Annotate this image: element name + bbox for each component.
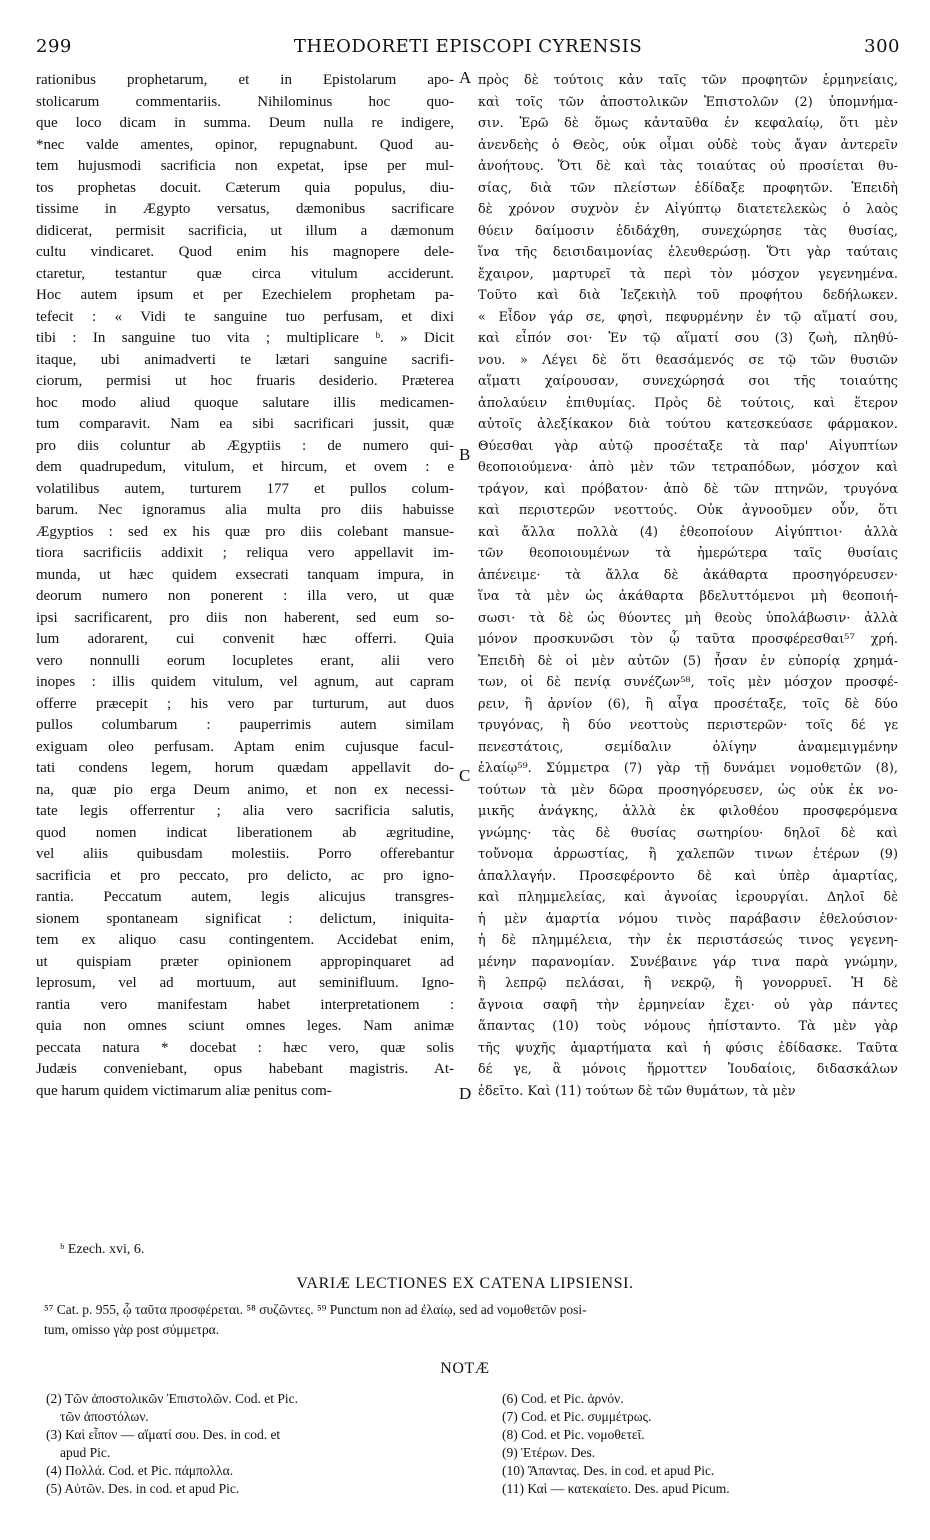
greek-text-line: γνώμης· τὰς δὲ θυσίας σωτηρίου· δηλοῖ δὲ καὶ [478,825,898,841]
greek-text-line: Ἐπειδὴ δὲ οἱ μὲν αὐτῶν (5) ἦσαν ἐν εὐπορίᾳ χρημά- [478,653,898,669]
greek-text-line: ἐδεῖτο. Καὶ (11) τούτων δὲ τῶν θυμάτων, τὰ μὲν [478,1083,796,1099]
footnote-reference: ᵇ Ezech. xvi, 6. [60,1242,145,1257]
running-head [36,36,900,60]
latin-text-line: tissime in Ægypto versatus, dæmonibus sacrificare [36,201,454,217]
greek-text-line: ἀπένειμε· τὰ ἄλλα δὲ ἀκάθαρτα προσηγόρευσεν· [478,567,898,583]
latin-text-line: hoc modo aliud quoque salutare illis medicamen- [36,394,454,411]
note-line: (9) Ἑτέρων. Des. [502,1445,596,1460]
varia-line: ⁵⁷ Cat. p. 955, ᾧ ταῦτα προσφέρεται. ⁵⁸ συζῶντες. ⁵⁹ Punctum non ad ἐλαίῳ, sed ad νομοθετῶν posi- [44,1302,587,1317]
running-title: THEODORETI EPISCOPI CYRENSIS [293,36,643,57]
latin-text-line: munda, ut hæc quidem exsecrati tanquam impura, in [36,566,454,583]
latin-text-line: tiora sacrificiis addixit ; reliqua vero appellavit im- [36,545,454,561]
notae-heading: NOTÆ [440,1360,490,1377]
latin-text-line: sionem spontaneam significat : delictum, iniquita- [36,910,454,927]
latin-text-line: ciorum, permisi ut hoc fruaris desiderio. Præterea [36,373,454,389]
note-line: τῶν ἀποστόλων. [60,1409,149,1424]
latin-text-line: stolicarum commentariis. Nihilominus hoc quo- [36,93,454,110]
greek-text-line: πρὸς δὲ τούτοις κἀν ταῖς τῶν προφητῶν ἑρμηνείαις, [478,73,898,88]
note-line: (4) Πολλά. Cod. et Pic. πάμπολλα. [46,1463,234,1478]
latin-text-line: exiguam oleo perfusam. Aptam enim cujusque facul- [36,738,454,755]
greek-text-line: καὶ ἄλλα πολλὰ (4) ἐθεοποίουν Αἰγύπτιοι· ἀλλὰ [478,524,898,540]
latin-text-line: leprosum, vel ad mortuum, aut seminifluum. Igno- [36,975,454,991]
latin-text-line: offerre præcepit ; his vero par turturum, aut duos [36,695,454,712]
section-marker-d: D [459,1084,472,1103]
greek-text-line: ἔχαιρον, μαρτυρεῖ τὰ περὶ τὸν μόσχον γεγενημένα. [478,266,898,282]
latin-text-line: que loco dicam in summa. Deum nulla re indigere, [36,115,454,131]
greek-column [478,70,898,1102]
note-line: (10) Ἅπαντας. Des. in cod. et apud Pic. [502,1463,715,1478]
latin-text-line: cultu vindicaret. Quod enim his magnopere dele- [36,244,454,260]
latin-text-line: tefecit : « Vidi te sanguine tuo perfusam, et dixi [36,308,454,325]
greek-text-line: τρυγόνας, ἢ δύο νεοττοὺς περιστερῶν· τοῖς δέ γε [478,718,898,733]
greek-text-line: ἡ δὲ πλημμέλεια, τὴν ἐκ περιστάσεώς τινος γεγενη- [478,933,898,948]
latin-text-line: tem ex aliquo casu contingentem. Accidebat enim, [36,932,454,948]
latin-text-line: Judæis conveniebant, opus habebant magistris. At- [36,1061,454,1077]
greek-text-line: καὶ εἶπόν σοι· Ἐν τῷ αἵματί σου (3) ζωὴ, πληθύ- [478,331,898,346]
note-line: (8) Cod. et Pic. νομοθετεῖ. [502,1427,645,1442]
latin-text-line: inopes : illis quidem vitulum, vel agnum, aut capram [36,674,454,690]
greek-text-line: δέ γε, ἃ μόνοις ἥρμοττεν Ἰουδαίοις, διδασκάλων [478,1062,898,1077]
page-number-right: 300 [864,36,900,57]
varia-line: tum, omisso γὰρ post σύμμετρα. [44,1322,220,1337]
greek-text-line: θεοποιούμενα· ἀπὸ μὲν τῶν τετραπόδων, μόσχον καὶ [478,460,898,475]
greek-text-line: Τοῦτο καὶ διὰ Ἰεζεκιὴλ τοῦ προφήτου δεδήλωκεν. [478,288,898,303]
greek-text-line: τῆς ψυχῆς ἁμαρτήματα καὶ ἡ φύσις ἐδίδασκε. Ταῦτα [478,1040,898,1056]
latin-text-line: vero nonnulli eorum locupletes erant, alii vero [36,652,454,669]
latin-text-line: na, quæ pio erga Deum animo, et non ex necessi- [36,781,454,798]
note-line: (5) Αὐτῶν. Des. in cod. et apud Pic. [46,1481,240,1496]
latin-text-line: pullos columbarum : pauperrimis autem similam [36,717,454,733]
latin-text-line: vel aliis quibusdam molestiis. Porro offerebantur [36,846,454,862]
greek-text-line: δὲ χρόνον συχνὸν ἐν Αἰγύπτῳ διατετελεκὼς ὁ λαὸς [478,202,898,217]
greek-text-line: τράγον, καὶ πρόβατον· ἀπὸ δὲ τῶν πτηνῶν, τρυγόνα [478,481,898,497]
latin-text-line: dem quadrupedum, vitulum, et hircum, et ovem : e [36,459,454,475]
greek-text-line: νου. » Λέγει δὲ ὅτι θεασάμενός σε τῷ τῶν θυσιῶν [478,352,898,368]
note-line: (11) Καὶ — κατεκαίετο. Des. apud Picum. [502,1481,730,1496]
note-line: apud Pic. [60,1445,111,1460]
greek-text-line: ρειν, ἢ ἀρνίον (6), ἢ αἶγα προσέταξε, τοῖς δὲ δύο [478,696,898,712]
latin-text-line: volatilibus autem, turturem 177 et pullos colum- [36,480,454,497]
page-number-left: 299 [36,36,72,57]
greek-text-line: ἡ μὲν ἁμαρτία νόμου τινὸς παράβασιν ἐθελούσιον· [478,911,898,927]
greek-text-line: μένην παρανομίαν. Συνέβαινε γάρ τινα παρὰ γνώμην, [478,954,898,970]
greek-text-line: ἀπολαύειν ἐπιθυμίας. Πρὸς δὲ τούτοις, καὶ ἕτερον [478,395,898,411]
latin-text-line: peccata natura * docebat : hæc vero, quæ solis [36,1039,454,1056]
latin-text-line: barum. Nec ignoramus alia multa pro diis habuisse [36,502,454,518]
section-marker-c: C [459,766,471,785]
latin-text-line: Hoc autem ipsum et per Ezechielem prophetam pa- [36,287,454,303]
greek-text-line: καὶ πλημμελείας, καὶ ἀγνοίας ἱερουργίαι. Δηλοῖ δὲ [478,890,898,905]
latin-text-line: didicerat, permisit sacrificia, ut illum a dæmonum [36,222,454,239]
greek-text-line: ἀνοήτους. Ὅτι δὲ καὶ τὰς τοιαύτας οὐ προσίεται θυ- [478,159,898,174]
latin-text-line: rationibus prophetarum, et in Epistolarum apo- [36,72,454,88]
greek-text-line: ἀπαλλαγήν. Προσεφέροντο δὲ καὶ ὑπὲρ ἁμαρτίας, [478,868,898,884]
latin-text-line: tos prophetas docuit. Cæterum quia populus, diu- [36,179,454,196]
greek-text-line: τοὔνομα ἀρρωστίας, ἢ χαλεπῶν τινων ἑτέρων (9) [478,847,898,862]
varia-lectiones-heading: VARIÆ LECTIONES EX CATENA LIPSIENSI. [296,1275,634,1292]
greek-text-line: ἵνα τὰ μὲν ὡς ἀκάθαρτα βδελυττόμενοι μὴ θεοποιή- [478,589,898,604]
varia-lectiones-text [44,1300,904,1340]
latin-text-line: tum comparavit. Nam ea sibi sacrificari jussit, quæ [36,416,454,432]
latin-text-line: deorum numero non ponerent : illa vero, ut quæ [36,588,454,604]
latin-text-line: itaque, ubi animadverti te lætari sanguine sacrifi- [36,351,454,368]
greek-text-line: μόνον προσκυνῶσι τὸν ᾧ ταῦτα προσφέρεσθαι⁵⁷ χρή. [478,632,898,647]
note-line: (2) Τῶν ἀποστολικῶν Ἐπιστολῶν. Cod. et Pic. [46,1391,299,1406]
greek-text-line: πενεστάτοις, σεμίδαλιν ὀλίγην ἀναμεμιγμένην [478,739,898,755]
latin-text-line: ctaretur, testantur quæ circa vitulum acciderunt. [36,265,454,282]
notes-right-column [502,1390,902,1498]
latin-text-line: tate legis offerrentur ; alia vero sacrificia salutis, [36,803,454,819]
section-marker-a: A [459,68,472,87]
greek-text-line: ἢ λεπρῷ πελάσαι, ἢ νεκρῷ, ἢ γονορρυεῖ. Ἡ δὲ [478,976,898,991]
latin-text-line: ut quispiam præter opinionem appropinquaret ad [36,953,454,970]
latin-text-line: quia non omnes sciunt omnes leges. Nam animæ [36,1018,454,1034]
latin-text-line: ipsi sacrificarent, pro diis non haberent, sed eum so- [36,609,454,626]
latin-text-line: tem hujusmodi sacrificia non expetat, ipse per mul- [36,158,454,174]
greek-text-line: αἵματι χαίρουσαν, συνεχώρησά σοι τῆς τοιαύτης [478,374,898,389]
latin-text-line: Ægyptios : sed ex his quæ pro diis colebant mansue- [36,523,454,540]
latin-text-line: rantia vero manifestam habet interpretationem : [36,996,454,1013]
greek-text-line: ἀνενδεὴς ὁ Θεὸς, οὐκ οἶμαι οὐδὲ τοὺς ἄγαν ἀντερεῖν [478,137,898,153]
greek-text-line: ἵνα τῆς δεισιδαιμονίας ἐλευθερώσῃ. Ὅτι γὰρ ταύταις [478,245,898,260]
latin-text-line: lum adorarent, cui convenit hæc offerri. Quia [36,631,454,647]
latin-text-line: tati condens legem, horum quædam appellavit do- [36,760,454,776]
note-line: (7) Cod. et Pic. συμμέτρως. [502,1409,652,1424]
greek-text-line: ἐλαίῳ⁵⁹. Σύμμετρα (7) γὰρ τῇ δυνάμει νομοθετῶν (8), [478,761,898,776]
greek-text-line: « Εἶδον γάρ σε, φησὶ, πεφυρμένην ἐν τῷ αἵματί σου, [478,309,898,325]
latin-text-line: *nec valde amentes, opinor, repugnabunt. Quod au- [36,136,454,153]
greek-text-line: τῶν θεοποιουμένων τὰ ἡμερώτερα ταῖς θυσίαις [478,546,898,561]
greek-text-line: καὶ τοῖς τῶν ἀποστολικῶν Ἐπιστολῶν (2) ὑπομνήμα- [478,94,898,110]
greek-text-line: ἅπαντας (10) τοὺς νόμους ἠπίσταντο. Τὰ μὲν γὰρ [478,1019,898,1034]
section-marker-b: B [459,445,471,464]
notes-left-column [46,1390,466,1498]
latin-text-line: quod nomen indicat liberationem ab ægritudine, [36,824,454,841]
greek-text-line: σίας, διὰ τῶν πλείστων ἐδίδαξε προφητῶν. Ἐπειδὴ [478,180,898,196]
greek-text-line: ἄγνοια σαφῆ τὴν ἑρμηνείαν ἔχει· οὐ γὰρ πάντες [478,997,898,1013]
latin-text-line: sacrificia et pro peccato, pro delicto, ac pro igno- [36,867,454,884]
greek-text-line: σιν. Ἐρῶ δὲ ὅμως κἀνταῦθα ἐν κεφαλαίῳ, ὅτι μὲν [478,116,898,131]
note-line: (6) Cod. et Pic. ἀρνόν. [502,1391,624,1406]
greek-text-line: σωσι· τὰ δὲ ὡς θύοντες μὴ θεοὺς ὑπολάβωσιν· ἀλλὰ [478,610,898,626]
latin-text-line: que harum quidem victimarum aliæ penitus com- [36,1082,332,1099]
greek-text-line: Θύεσθαι γὰρ αὐτῷ προσέταξε τὰ παρ' Αἰγυπτίων [478,438,898,454]
latin-text-line: tibi : In sanguine tuo vita ; multiplicare ᵇ. » Dicit [36,330,454,346]
greek-text-line: τούτων τὰ μὲν δῶρα προσηγόρευσεν, ὡς οὐκ ἐκ νο- [478,782,898,798]
latin-text-line: pro diis coluntur ab Ægyptiis : de numero qui- [36,437,454,454]
latin-text-line: rantia. Peccatum autem, legis alicujus transgres- [36,889,454,905]
greek-text-line: των, οἱ δὲ πενίᾳ συνέζων⁵⁸, τοῖς μὲν μόσχον προσφέ- [478,675,898,690]
greek-text-line: καὶ περιστερῶν νεοττούς. Οὐκ ἀγνοοῦμεν οὖν, ὅτι [478,503,898,518]
note-line: (3) Καὶ εἶπον — αἵματί σου. Des. in cod. et [46,1427,281,1442]
greek-text-line: μικῆς ἀνάγκης, ἀλλὰ ἐκ φιλοθέου προσφερόμενα [478,804,898,819]
greek-text-line: θύειν δαίμοσιν ἐδιδάχθη, συνεχώρησε τὰς θυσίας, [478,223,898,239]
greek-text-line: αὐτοῖς ἀλεξίκακον διὰ τούτου κατεσκεύασε φάρμακον. [478,417,898,432]
latin-column [36,70,454,1102]
